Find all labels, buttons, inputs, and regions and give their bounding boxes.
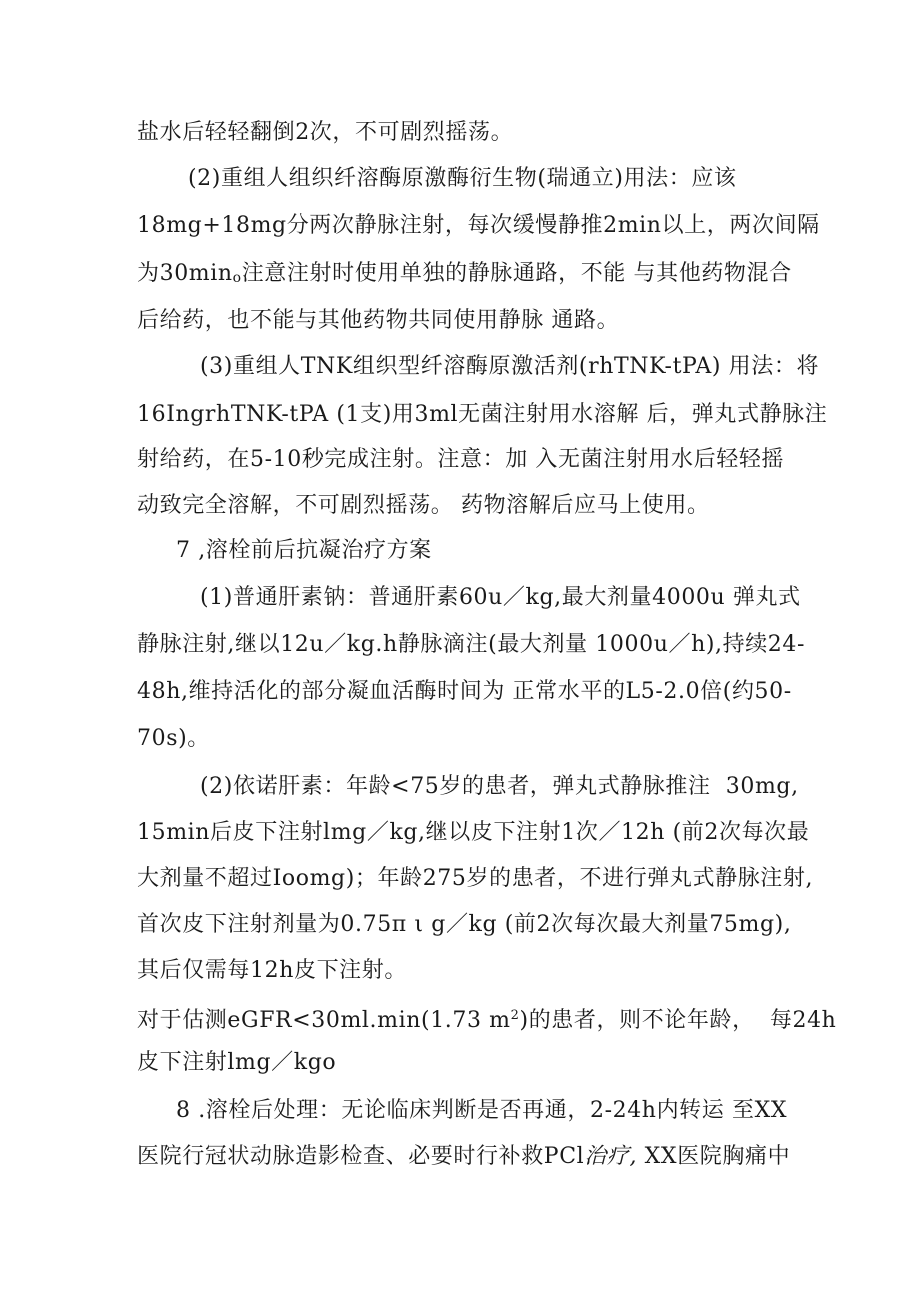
text-segment: )的患者，则不论年龄， 每24h <box>519 1008 837 1033</box>
text-line: 48h,维持活化的部分凝血活酶时间为 正常水平的L5-2.0倍(约50- <box>137 679 792 704</box>
text-line <box>137 1141 790 1173</box>
section-heading: 7 ,溶栓前后抗凝治疗方案 <box>176 538 432 563</box>
text-line: 皮下注射lmg／kgo <box>137 1050 337 1075</box>
text-segment: XX医院胸痛中 <box>637 1144 791 1169</box>
text-line: (3)重组人TNK组织型纤溶酶原激活剂(rhTNK-tPA) 用法：将 <box>200 354 820 379</box>
text-line: 静脉注射,继以12u／kg.h静脉滴注(最大剂量 1000u／h),持续24- <box>137 632 806 657</box>
italic-segment: 治疗, <box>584 1144 638 1169</box>
text-line: 盐水后轻轻翻倒2次，不可剧烈摇荡。 <box>137 120 514 145</box>
text-line: 后给药，也不能与其他药物共同使用静脉 通路。 <box>137 308 620 333</box>
text-line: 动致完全溶解，不可剧烈摇荡。 药物溶解后应马上使用。 <box>137 493 710 518</box>
text-segment: 为30min <box>137 261 233 286</box>
text-line: (2)依诺肝素：年龄<75岁的患者，弹丸式静脉推注 30mg, <box>200 774 799 799</box>
text-line: 其后仅需每12h皮下注射。 <box>137 958 407 983</box>
text-line: 70s)。 <box>137 726 210 751</box>
text-segment: 对于估测eGFR<30ml.min(1.73 m <box>137 1008 511 1033</box>
text-line <box>137 1000 836 1037</box>
text-line <box>137 258 792 294</box>
text-line: (1)普通肝素钠：普通肝素60u／kg,最大剂量4000u 弹丸式 <box>200 585 801 610</box>
text-line: 15min后皮下注射lmg／kg,继以皮下注射1次／12h (前2次每次最 <box>137 820 810 845</box>
text-line: 首次皮下注射剂量为0.75π ι g／kg (前2次每次最大剂量75mg), <box>137 912 792 937</box>
text-line: 大剂量不超过Ioomg)；年龄275岁的患者，不进行弹丸式静脉注射, <box>137 866 814 891</box>
text-segment: 医院行冠状动脉造影检查、必要时行补救PCl <box>137 1144 585 1169</box>
text-segment: 注意注射时使用单独的静脉通路，不能 与其他药物混合 <box>241 261 792 286</box>
section-heading: 8 .溶栓后处理：无论临床判断是否再通，2-24h内转运 至XX <box>176 1098 788 1123</box>
subscript-mark: o <box>232 270 242 286</box>
superscript-mark: 2 <box>510 1008 520 1023</box>
text-line: 射给药，在5-10秒完成注射。注意：加 入无菌注射用水后轻轻摇 <box>137 447 785 472</box>
text-line: 18mg+18mg分两次静脉注射，每次缓慢静推2min以上，两次间隔 <box>137 213 820 238</box>
text-line: 16IngrhTNK-tPA (1支)用3ml无菌注射用水溶解 后，弹丸式静脉注 <box>137 402 828 427</box>
text-line: (2)重组人组织纤溶酶原激酶衍生物(瑞通立)用法：应该 <box>188 166 737 191</box>
